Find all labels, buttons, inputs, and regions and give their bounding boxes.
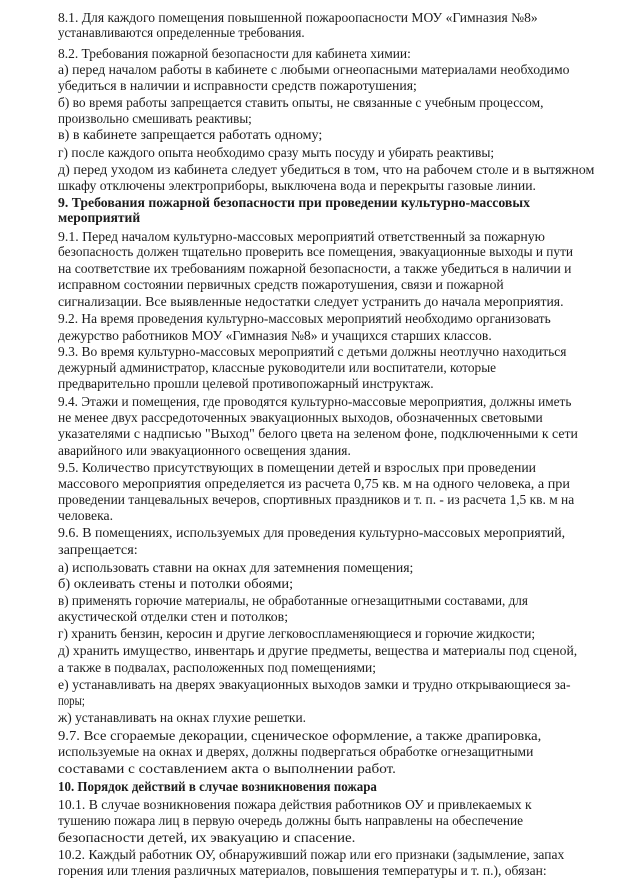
text-line: 9.7. Все сгораемые декорации, сценическое оформление, а также драпировка, (58, 728, 542, 743)
text-line: акустической отделки стен и потолков; (58, 609, 289, 624)
text-line: 10.2. Каждый работник ОУ, обнаруживший пожар или его признаки (задымление, запах (58, 847, 565, 862)
text-line: дежурный администратор, классные руководители или воспитатели, которые (58, 360, 497, 375)
text-line: д) перед уходом из кабинета следует убедиться в том, что на рабочем столе и в вытяжном (58, 162, 595, 177)
text-line: а) использовать ставни на окнах для затемнения помещения; (58, 560, 414, 575)
text-line: аварийного или эвакуационного освещения здания. (58, 443, 351, 458)
text-line: ж) устанавливать на окнах глухие решетки. (58, 710, 306, 725)
text-line: не менее двух рассредоточенных эвакуационных выходов, обозначенных световыми (58, 410, 543, 425)
text-line: человека. (58, 508, 114, 523)
text-line: 9.3. Во время культурно-массовых мероприятий с детьми должны неотлучно находиться (58, 344, 567, 359)
text-line: сигнализации. Все выявленные недостатки следует устранить до начала мероприятия. (58, 294, 564, 309)
text-line: а) перед началом работы в кабинете с любыми огнеопасными материалами необходимо (58, 62, 570, 77)
text-line: безопасности детей, их эвакуацию и спасение. (58, 830, 356, 845)
text-line: предварительно прошли целевой противопожарный инструктаж. (58, 376, 434, 391)
text-line: б) оклеивать стены и потолки обоями; (58, 576, 294, 591)
text-line: 9.2. На время проведения культурно-массовых мероприятий необходимо организовать (58, 311, 551, 326)
text-line: массового мероприятия определяется из расчета 0,75 кв. м на одного человека, а при (58, 476, 570, 491)
text-line: г) после каждого опыта необходимо сразу мыть посуду и убирать реактивы; (58, 145, 495, 160)
text-line: используемые на окнах и дверях, должны подвергаться обработке огнезащитными (58, 744, 534, 759)
text-line: 8.1. Для каждого помещения повышенной пожароопасности МОУ «Гимназия №8» (58, 10, 538, 25)
text-line: дежурство работников МОУ «Гимназия №8» и учащихся старших классов. (58, 328, 492, 343)
text-line: 9.4. Этажи и помещения, где проводятся культурно-массовые мероприятия, должны иметь (58, 394, 572, 409)
section-heading: 9. Требования пожарной безопасности при проведении культурно-массовых (58, 195, 530, 210)
text-line: 9.1. Перед началом культурно-массовых мероприятий ответственный за пожарную (58, 229, 545, 244)
text-line: 8.2. Требования пожарной безопасности для кабинета химии: (58, 46, 411, 61)
text-line: указателями с надписью "Выход" белого цвета на зеленом фоне, подключенными к сети (58, 426, 578, 441)
text-line: 9.6. В помещениях, используемых для проведения культурно-массовых мероприятий, (58, 525, 566, 540)
text-line: убедиться в наличии и исправности средств пожаротушения; (58, 78, 417, 93)
text-line: б) во время работы запрещается ставить опыты, не связанные с учебным процессом, (58, 95, 544, 110)
text-line: в) в кабинете запрещается работать одному; (58, 127, 323, 142)
section-heading: 10. Порядок действий в случае возникновения пожара (58, 779, 377, 794)
text-line: устанавливаются определенные требования. (58, 25, 305, 40)
text-line: 10.1. В случае возникновения пожара действия работников ОУ и привлекаемых к (58, 797, 532, 812)
text-line: на соответствие их требованиям пожарной безопасности, а также убедиться в наличии и (58, 261, 572, 276)
text-line: горения или тления различных материалов, повышения температуры и т. п.), обязан: (58, 863, 547, 878)
text-line: запрещается: (58, 542, 138, 557)
text-line: г) хранить бензин, керосин и другие легковоспламеняющиеся и горючие жидкости; (58, 626, 536, 641)
text-line: шкафу отключены электроприборы, выключена вода и перекрыты газовые линии. (58, 178, 536, 193)
text-line: в) применять горючие материалы, не обработанные огнезащитными составами, для (58, 593, 528, 608)
text-line: составами с составлением акта о выполнении работ. (58, 761, 396, 776)
text-line: 9.5. Количество присутствующих в помещении детей и взрослых при проведении (58, 460, 537, 475)
text-line: безопасность должен тщательно проверить все помещения, эвакуационные выходы и пути (58, 244, 574, 259)
document-page (58, 4, 598, 878)
text-line: д) хранить имущество, инвентарь и другие предметы, вещества и материалы под сценой, (58, 643, 578, 658)
section-heading: мероприятий (58, 210, 141, 225)
text-line: е) устанавливать на дверях эвакуационных выходов замки и трудно открывающиеся за- (58, 677, 571, 692)
text-line: произвольно смешивать реактивы; (58, 111, 252, 126)
text-line: поры; (58, 693, 85, 708)
text-line: а также в подвалах, расположенных под помещениями; (58, 660, 376, 675)
text-line: проведении танцевальных вечеров, спортивных праздников и т. п. - из расчета 1,5 кв. м на (58, 492, 575, 507)
text-line: исправном состоянии первичных средств пожаротушения, связи и пожарной (58, 277, 504, 292)
text-line: тушению пожара лиц в первую очередь должны быть направлены на обеспечение (58, 813, 524, 828)
